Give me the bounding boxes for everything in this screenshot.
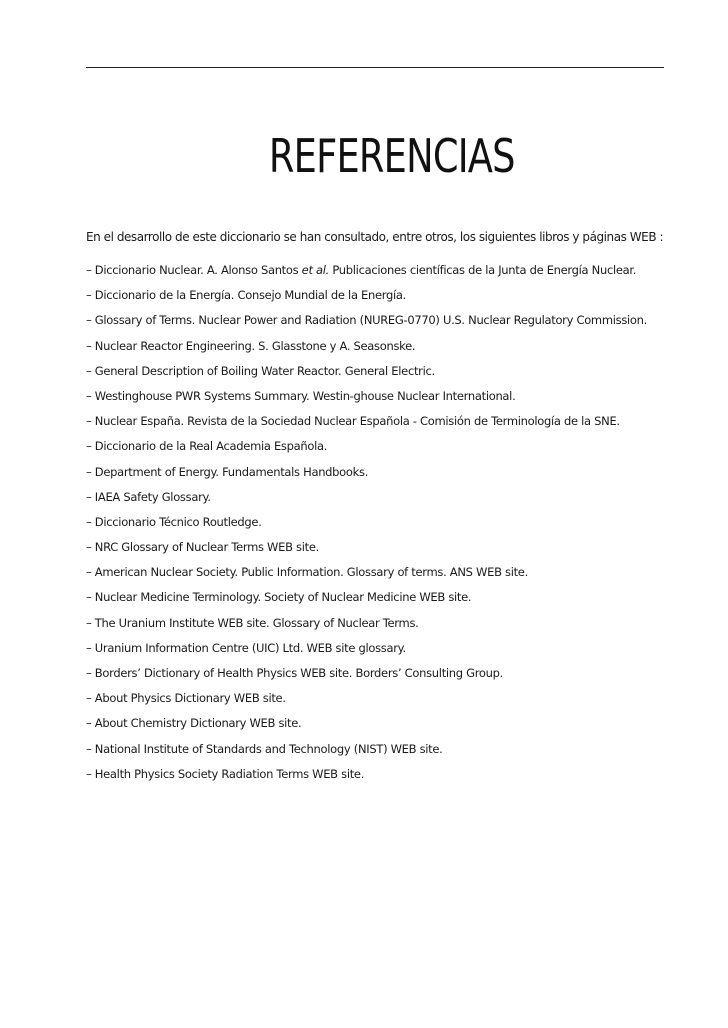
reference-text-continued: Publicaciones científicas de la Junta de Energía Nuclear. xyxy=(329,263,637,277)
reference-text: – Health Physics Society Radiation Terms WEB site. xyxy=(86,766,365,781)
reference-item xyxy=(86,665,664,690)
reference-text: – Nuclear Reactor Engineering. S. Glasstone y A. Seasonske. xyxy=(86,338,416,353)
page-title: REFERENCIAS xyxy=(268,129,515,183)
reference-item xyxy=(86,287,664,312)
reference-text: – Westinghouse PWR Systems Summary. Westin-ghouse Nuclear International. xyxy=(86,388,516,403)
reference-item xyxy=(86,564,664,589)
reference-text: – Diccionario Técnico Routledge. xyxy=(86,514,262,529)
reference-text: – Uranium Information Centre (UIC) Ltd. WEB site glossary. xyxy=(86,640,406,655)
reference-list xyxy=(86,262,664,791)
reference-text: – Diccionario de la Real Academia Española. xyxy=(86,439,328,454)
reference-text: – Borders’ Dictionary of Health Physics WEB site. Borders’ Consulting Group. xyxy=(86,666,504,680)
reference-item xyxy=(86,690,664,715)
reference-text: – IAEA Safety Glossary. xyxy=(86,489,211,504)
reference-item xyxy=(86,413,664,438)
reference-item xyxy=(86,438,664,463)
reference-text: – The Uranium Institute WEB site. Glossary of Nuclear Terms. xyxy=(86,615,419,630)
reference-item xyxy=(86,464,664,489)
reference-text: – National Institute of Standards and Technology (NIST) WEB site. xyxy=(86,741,443,756)
reference-item xyxy=(86,312,664,337)
header-rule xyxy=(86,67,664,68)
reference-italic-text: et al. xyxy=(301,263,330,277)
reference-text: – NRC Glossary of Nuclear Terms WEB site. xyxy=(86,540,319,555)
reference-text: – About Physics Dictionary WEB site. xyxy=(86,691,286,706)
reference-item xyxy=(86,338,664,363)
reference-text: – General Description of Boiling Water Reactor. General Electric. xyxy=(86,363,435,378)
reference-item xyxy=(86,615,664,640)
reference-item xyxy=(86,640,664,665)
reference-item xyxy=(86,766,664,791)
reference-text: – Department of Energy. Fundamentals Handbooks. xyxy=(86,464,369,479)
reference-item xyxy=(86,741,664,766)
intro-paragraph: En el desarrollo de este diccionario se han consultado, entre otros, los siguientes libros y páginas WEB : xyxy=(86,230,664,244)
reference-item xyxy=(86,489,664,514)
reference-item xyxy=(86,363,664,388)
reference-item xyxy=(86,514,664,539)
reference-item xyxy=(86,589,664,614)
reference-text: – Nuclear España. Revista de la Sociedad Nuclear Española - Comisión de Terminología de la SNE. xyxy=(86,414,620,429)
reference-item xyxy=(86,715,664,740)
reference-text: – Nuclear Medicine Terminology. Society of Nuclear Medicine WEB site. xyxy=(86,590,472,605)
reference-text: – Diccionario Nuclear. A. Alonso Santos xyxy=(86,263,302,277)
reference-item xyxy=(86,388,664,413)
reference-text: – American Nuclear Society. Public Information. Glossary of terms. ANS WEB site. xyxy=(86,565,528,580)
reference-item xyxy=(86,262,664,287)
reference-text: – About Chemistry Dictionary WEB site. xyxy=(86,716,302,731)
reference-item xyxy=(86,539,664,564)
reference-text: – Diccionario de la Energía. Consejo Mundial de la Energía. xyxy=(86,288,407,303)
reference-text: – Glossary of Terms. Nuclear Power and Radiation (NUREG-0770) U.S. Nuclear Regulatory Commission. xyxy=(86,313,647,328)
